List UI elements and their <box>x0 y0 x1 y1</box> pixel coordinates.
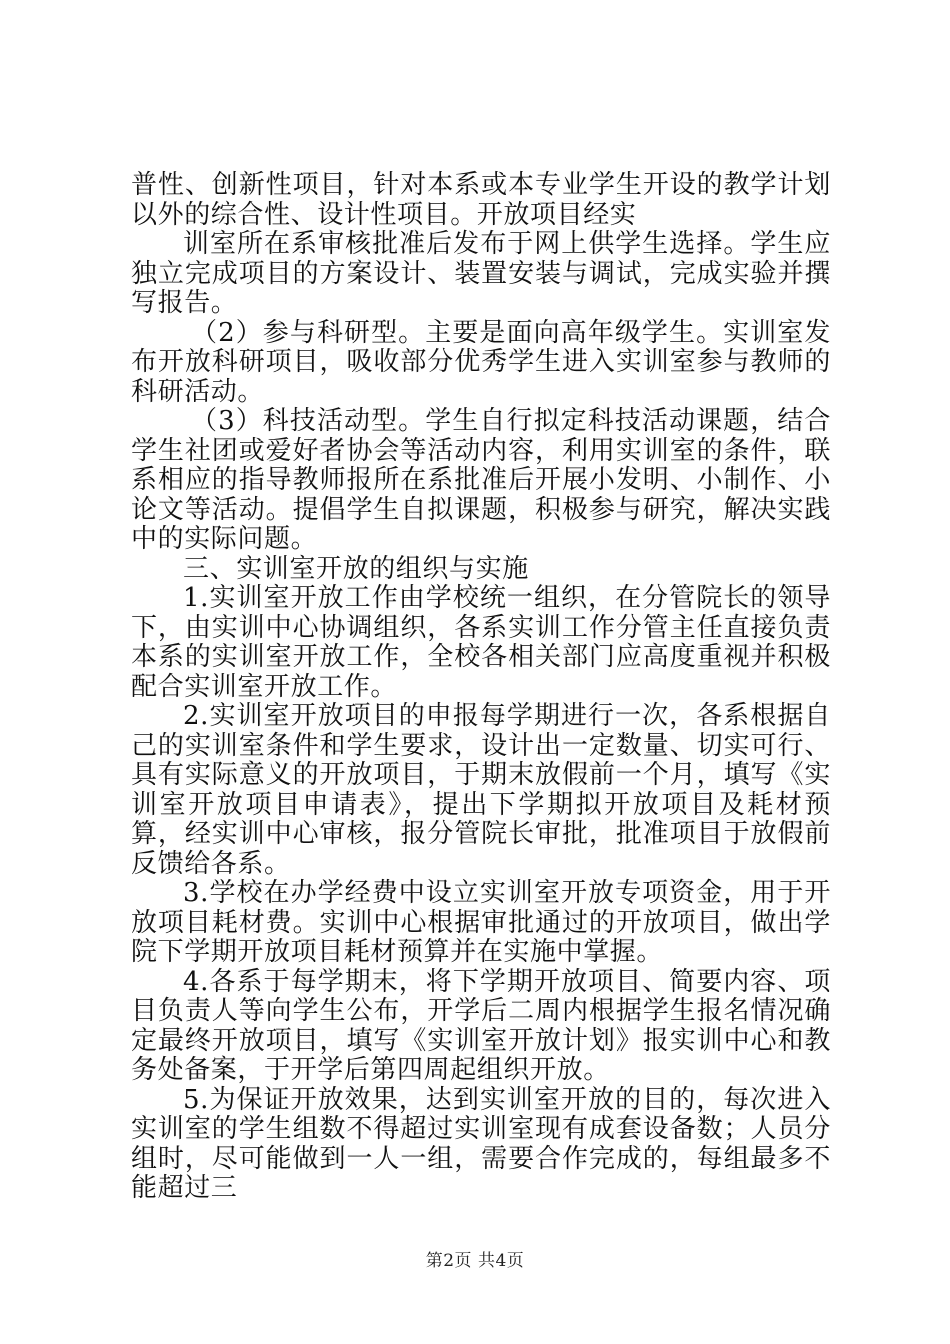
paragraph-8: 4.各系于每学期末，将下学期开放项目、简要内容、项目负责人等向学生公布，开学后二周内根据学生报名情况确定最终开放项目，填写《实训室开放计划》报实训中心和教务处备案，于开学后第四周起组织开放。 <box>131 966 831 1085</box>
document-body <box>131 171 831 1204</box>
paragraph-4: （3）科技活动型。学生自行拟定科技活动课题，结合学生社团或爱好者协会等活动内容，利用实训室的条件，联系相应的指导教师报所在系批准后开展小发明、小制作、小论文等活动。提倡学生自拟课题，积极参与研究，解决实践中的实际问题。 <box>131 406 831 554</box>
section-heading: 三、实训室开放的组织与实施 <box>183 553 529 584</box>
paragraph-6: 2.实训室开放项目的申报每学期进行一次，各系根据自己的实训室条件和学生要求，设计出一定数量、切实可行、具有实际意义的开放项目，于期末放假前一个月，填写《实训室开放项目申请表》，提出下学期拟开放项目及耗材预算，经实训中心审核，报分管院长审批，批准项目于放假前反馈给各系。 <box>131 701 831 879</box>
page-footer: 第2页 共4页 <box>425 1251 525 1271</box>
paragraph-3: （2）参与科研型。主要是面向高年级学生。实训室发布开放科研项目，吸收部分优秀学生进入实训室参与教师的科研活动。 <box>131 317 831 407</box>
paragraph-9: 5.为保证开放效果，达到实训室开放的目的，每次进入实训室的学生组数不得超过实训室现有成套设备数；人员分组时，尽可能做到一人一组，需要合作完成的，每组最多不能超过三 <box>131 1084 831 1203</box>
paragraph-7: 3.学校在办学经费中设立实训室开放专项资金，用于开放项目耗材费。实训中心根据审批通过的开放项目，做出学院下学期开放项目耗材预算并在实施中掌握。 <box>131 878 831 967</box>
paragraph-5: 1.实训室开放工作由学校统一组织，在分管院长的领导下，由实训中心协调组织，各系实训工作分管主任直接负责本系的实训室开放工作，全校各相关部门应高度重视并积极配合实训室开放工作。 <box>131 583 831 702</box>
paragraph-2: 训室所在系审核批准后发布于网上供学生选择。学生应独立完成项目的方案设计、装置安装与调试，完成实验并撰写报告。 <box>131 229 831 318</box>
paragraph-1: 普性、创新性项目，针对本系或本专业学生开设的教学计划以外的综合性、设计性项目。开放项目经实 <box>131 170 831 230</box>
